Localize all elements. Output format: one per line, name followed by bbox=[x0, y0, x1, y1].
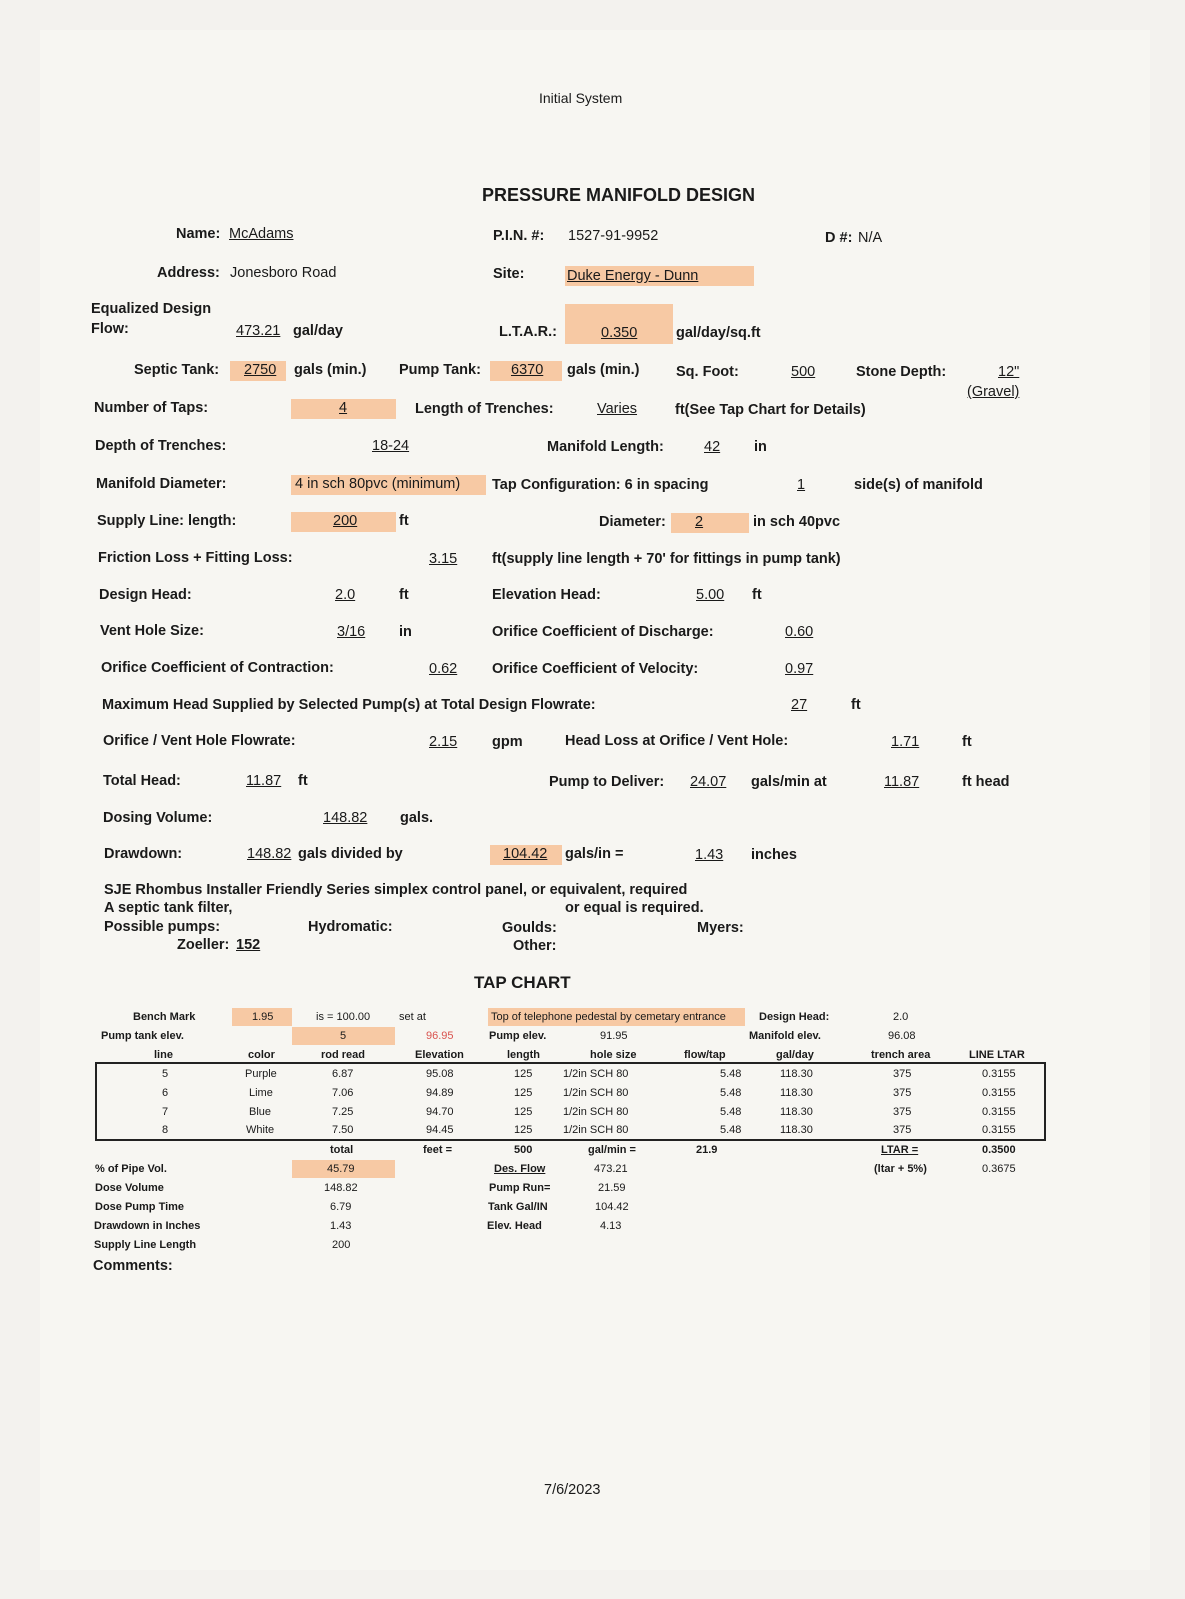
pumps-hydromatic: Hydromatic: bbox=[308, 919, 393, 935]
ltar-total-val: 0.3500 bbox=[982, 1144, 1016, 1156]
cell-rod-read: 7.06 bbox=[332, 1087, 354, 1099]
friction-value: 3.15 bbox=[429, 551, 458, 567]
flow-label-line2: Flow: bbox=[91, 321, 129, 337]
bench-val: 1.95 bbox=[252, 1011, 274, 1023]
trench-len-label: Length of Trenches: bbox=[415, 401, 554, 417]
pipe-vol-val: 45.79 bbox=[327, 1163, 355, 1175]
cell-hole-size: 1/2in SCH 80 bbox=[563, 1106, 629, 1118]
site-label: Site: bbox=[493, 266, 525, 282]
dose-pump-time-val: 6.79 bbox=[330, 1201, 352, 1213]
diameter-label: Diameter: bbox=[599, 514, 666, 530]
pumps-goulds: Goulds: bbox=[502, 920, 557, 936]
cell-gal-day: 118.30 bbox=[780, 1106, 813, 1118]
hdr-color: color bbox=[248, 1049, 275, 1061]
pump-run-label: Pump Run= bbox=[489, 1182, 551, 1194]
cell-hole-size: 1/2in SCH 80 bbox=[563, 1087, 629, 1099]
ltar-label: L.T.A.R.: bbox=[499, 324, 557, 340]
galmin-label: gal/min = bbox=[588, 1144, 636, 1156]
drawdown-value: 148.82 bbox=[247, 846, 292, 862]
d-value: N/A bbox=[858, 230, 883, 246]
cell-gal-day: 118.30 bbox=[780, 1087, 813, 1099]
hdr-line: line bbox=[154, 1049, 173, 1061]
cell-gal-day: 118.30 bbox=[780, 1124, 813, 1136]
cell-color: Purple bbox=[245, 1068, 277, 1080]
cell-flow-tap: 5.48 bbox=[720, 1124, 742, 1136]
max-head-value: 27 bbox=[791, 697, 808, 713]
pump-run-val: 21.59 bbox=[598, 1182, 626, 1194]
address-value: Jonesboro Road bbox=[230, 265, 337, 281]
stone-value2: (Gravel) bbox=[967, 384, 1020, 400]
drawdown-mid: gals divided by bbox=[298, 846, 403, 862]
hdr-gal-day: gal/day bbox=[776, 1049, 814, 1061]
cell-length: 125 bbox=[514, 1106, 533, 1118]
hdr-trench-area: trench area bbox=[871, 1049, 931, 1061]
tc-design-head-label: Design Head: bbox=[759, 1011, 830, 1023]
hdr-flow-tap: flow/tap bbox=[684, 1049, 726, 1061]
ltar5-val: 0.3675 bbox=[982, 1163, 1016, 1175]
cell-color: White bbox=[246, 1124, 275, 1136]
hdr-line-ltar: LINE LTAR bbox=[969, 1049, 1025, 1061]
discharge-label: Orifice Coefficient of Discharge: bbox=[492, 624, 714, 640]
septic-unit: gals (min.) bbox=[294, 362, 367, 378]
hdr-elevation: Elevation bbox=[415, 1049, 464, 1061]
deliver-value: 24.07 bbox=[690, 774, 727, 790]
dosing-label: Dosing Volume: bbox=[103, 810, 213, 826]
vent-value: 3/16 bbox=[337, 624, 366, 640]
cell-rod-read: 7.25 bbox=[332, 1106, 354, 1118]
pump-tank-elev-label: Pump tank elev. bbox=[101, 1030, 184, 1042]
discharge-value: 0.60 bbox=[785, 624, 814, 640]
panel-line2a: A septic tank filter, bbox=[104, 900, 233, 916]
pumps-other: Other: bbox=[513, 938, 557, 954]
pump-tank-label: Pump Tank: bbox=[399, 362, 481, 378]
cell-line-ltar: 0.3155 bbox=[982, 1087, 1016, 1099]
pump-tank-unit: gals (min.) bbox=[567, 362, 640, 378]
design-head-unit: ft bbox=[399, 587, 409, 603]
hdr-rod-read: rod read bbox=[321, 1049, 366, 1061]
cell-gal-day: 118.30 bbox=[780, 1068, 813, 1080]
pumps-label: Possible pumps: bbox=[104, 919, 221, 935]
name-value: McAdams bbox=[229, 226, 294, 242]
head-loss-label: Head Loss at Orifice / Vent Hole: bbox=[565, 733, 789, 749]
manifold-len-value: 42 bbox=[704, 439, 721, 455]
cell-flow-tap: 5.48 bbox=[720, 1106, 742, 1118]
document-page bbox=[40, 30, 1150, 1570]
elev-head2-label: Elev. Head bbox=[487, 1220, 542, 1232]
total-head-value: 11.87 bbox=[246, 773, 282, 789]
flow-label-line1: Equalized Design bbox=[91, 301, 212, 317]
max-head-label: Maximum Head Supplied by Selected Pump(s) at Total Design Flowrate: bbox=[102, 697, 596, 713]
drawdown-unit2: gals/in = bbox=[565, 846, 624, 862]
cell-rod-read: 6.87 bbox=[332, 1068, 354, 1080]
cell-line-ltar: 0.3155 bbox=[982, 1068, 1016, 1080]
tap-config-value: 1 bbox=[797, 477, 806, 493]
cell-elevation: 94.89 bbox=[426, 1087, 454, 1099]
pumps-zoeller-value: 152 bbox=[236, 937, 261, 953]
contraction-value: 0.62 bbox=[429, 661, 458, 677]
total-head-unit: ft bbox=[298, 773, 308, 789]
trench-depth-label: Depth of Trenches: bbox=[95, 438, 227, 454]
cell-trench-area: 375 bbox=[893, 1068, 912, 1080]
tank-gal-val: 104.42 bbox=[595, 1201, 629, 1213]
drawdown-label: Drawdown: bbox=[104, 846, 183, 862]
bench-set-at: set at bbox=[399, 1011, 426, 1023]
trench-depth-value: 18-24 bbox=[372, 438, 410, 454]
name-label: Name: bbox=[176, 226, 221, 242]
septic-value: 2750 bbox=[244, 362, 277, 378]
cell-length: 125 bbox=[514, 1068, 533, 1080]
cell-line: 7 bbox=[162, 1106, 169, 1118]
drawdown-inches-val: 1.43 bbox=[330, 1220, 352, 1232]
supply-value: 200 bbox=[333, 513, 358, 529]
design-head-label: Design Head: bbox=[99, 587, 192, 603]
flow-unit: gal/day bbox=[293, 323, 343, 339]
manifold-len-unit: in bbox=[754, 439, 767, 455]
manifold-dia-value: 4 in sch 80pvc (minimum) bbox=[295, 476, 461, 492]
bench-is-eq: is = 100.00 bbox=[316, 1011, 371, 1023]
cell-hole-size: 1/2in SCH 80 bbox=[563, 1068, 629, 1080]
tc-design-head-val: 2.0 bbox=[893, 1011, 909, 1023]
cell-trench-area: 375 bbox=[893, 1106, 912, 1118]
diameter-highlight bbox=[671, 513, 749, 533]
galmin-val: 21.9 bbox=[696, 1144, 718, 1156]
elev-head-label: Elevation Head: bbox=[492, 587, 601, 603]
pipe-vol-label: % of Pipe Vol. bbox=[95, 1163, 167, 1175]
tank-gal-label: Tank Gal/IN bbox=[488, 1201, 548, 1213]
cell-line: 5 bbox=[162, 1068, 169, 1080]
tap-config-label: Tap Configuration: 6 in spacing bbox=[492, 477, 709, 493]
elev-head-unit: ft bbox=[752, 587, 762, 603]
pump-tank-elev-val: 5 bbox=[340, 1030, 347, 1042]
bench-location: Top of telephone pedestal by cemetary entrance bbox=[491, 1011, 726, 1023]
panel-line2b: or equal is required. bbox=[565, 900, 704, 916]
supply-label: Supply Line: length: bbox=[97, 513, 237, 529]
friction-note: ft(supply line length + 70' for fittings in pump tank) bbox=[492, 551, 841, 567]
dose-volume-val: 148.82 bbox=[324, 1182, 358, 1194]
elev-head2-val: 4.13 bbox=[600, 1220, 622, 1232]
cell-color: Lime bbox=[249, 1087, 273, 1099]
elev-head-value: 5.00 bbox=[696, 587, 725, 603]
taps-value: 4 bbox=[339, 400, 348, 416]
stone-label: Stone Depth: bbox=[856, 364, 947, 380]
manifold-elev-label: Manifold elev. bbox=[749, 1030, 821, 1042]
manifold-elev-val: 96.08 bbox=[888, 1030, 916, 1042]
cell-line-ltar: 0.3155 bbox=[982, 1124, 1016, 1136]
dosing-value: 148.82 bbox=[323, 810, 368, 826]
hdr-hole-size: hole size bbox=[590, 1049, 637, 1061]
deliver-unit2: ft head bbox=[962, 774, 1010, 790]
cell-trench-area: 375 bbox=[893, 1124, 912, 1136]
stone-value: 12" bbox=[998, 364, 1020, 380]
friction-label: Friction Loss + Fitting Loss: bbox=[98, 550, 293, 566]
total-label: total bbox=[330, 1144, 354, 1156]
head-loss-value: 1.71 bbox=[891, 734, 920, 750]
drawdown-value2: 104.42 bbox=[503, 846, 548, 862]
ltar5-label: (ltar + 5%) bbox=[874, 1163, 927, 1175]
cell-trench-area: 375 bbox=[893, 1087, 912, 1099]
cell-flow-tap: 5.48 bbox=[720, 1068, 742, 1080]
cell-line: 6 bbox=[162, 1087, 169, 1099]
velocity-value: 0.97 bbox=[785, 661, 814, 677]
dose-pump-time-label: Dose Pump Time bbox=[95, 1201, 185, 1213]
cell-elevation: 95.08 bbox=[426, 1068, 454, 1080]
cell-color: Blue bbox=[249, 1106, 272, 1118]
date: 7/6/2023 bbox=[544, 1482, 601, 1498]
pumps-myers: Myers: bbox=[697, 920, 744, 936]
cell-rod-read: 7.50 bbox=[332, 1124, 354, 1136]
diameter-value: 2 bbox=[695, 514, 704, 530]
ltar-unit: gal/day/sq.ft bbox=[676, 325, 761, 341]
pump-elev-val: 91.95 bbox=[600, 1030, 628, 1042]
vent-unit: in bbox=[399, 624, 412, 640]
velocity-label: Orifice Coefficient of Velocity: bbox=[492, 661, 699, 677]
drawdown-value3: 1.43 bbox=[695, 847, 724, 863]
hdr-length: length bbox=[507, 1049, 540, 1061]
tap-config-unit: side(s) of manifold bbox=[854, 477, 983, 493]
pump-tank-elev-red: 96.95 bbox=[426, 1030, 454, 1042]
cell-length: 125 bbox=[514, 1124, 533, 1136]
total-head-label: Total Head: bbox=[103, 773, 181, 789]
comments-label: Comments: bbox=[93, 1258, 173, 1274]
ltar-total-label: LTAR = bbox=[881, 1144, 919, 1156]
deliver-value2: 11.87 bbox=[884, 774, 920, 790]
cell-hole-size: 1/2in SCH 80 bbox=[563, 1124, 629, 1136]
site-value: Duke Energy - Dunn bbox=[567, 268, 699, 284]
trench-len-note: ft(See Tap Chart for Details) bbox=[675, 402, 866, 418]
pin-value: 1527-91-9952 bbox=[568, 228, 659, 244]
contraction-label: Orifice Coefficient of Contraction: bbox=[101, 660, 334, 676]
orifice-flow-unit: gpm bbox=[492, 734, 523, 750]
pumps-zoeller-label: Zoeller: bbox=[177, 937, 230, 953]
orifice-flow-label: Orifice / Vent Hole Flowrate: bbox=[103, 733, 296, 749]
drawdown-unit3: inches bbox=[751, 847, 797, 863]
dose-volume-label: Dose Volume bbox=[95, 1182, 164, 1194]
supply-length-label: Supply Line Length bbox=[94, 1239, 197, 1251]
feet-label: feet = bbox=[423, 1144, 453, 1156]
des-flow-val: 473.21 bbox=[594, 1163, 628, 1175]
vent-label: Vent Hole Size: bbox=[100, 623, 204, 639]
cell-flow-tap: 5.48 bbox=[720, 1087, 742, 1099]
bench-mark-label: Bench Mark bbox=[133, 1011, 196, 1023]
pump-tank-value: 6370 bbox=[511, 362, 544, 378]
cell-elevation: 94.70 bbox=[426, 1106, 454, 1118]
des-flow-label: Des. Flow bbox=[494, 1163, 546, 1175]
pin-label: P.I.N. #: bbox=[493, 228, 545, 244]
d-label: D #: bbox=[825, 230, 853, 246]
panel-line1: SJE Rhombus Installer Friendly Series simplex control panel, or equivalent, required bbox=[104, 882, 688, 898]
diameter-unit: in sch 40pvc bbox=[753, 514, 841, 530]
ltar-value: 0.350 bbox=[601, 325, 638, 341]
address-label: Address: bbox=[157, 265, 220, 281]
page-header: Initial System bbox=[539, 90, 623, 106]
manifold-len-label: Manifold Length: bbox=[547, 439, 664, 455]
design-head-value: 2.0 bbox=[335, 587, 356, 603]
max-head-unit: ft bbox=[851, 697, 861, 713]
cell-line: 8 bbox=[162, 1124, 169, 1136]
tap-chart-title: TAP CHART bbox=[474, 973, 571, 992]
pump-elev-label: Pump elev. bbox=[489, 1030, 547, 1042]
septic-label: Septic Tank: bbox=[134, 362, 220, 378]
orifice-flow-value: 2.15 bbox=[429, 734, 458, 750]
trench-len-value: Varies bbox=[597, 401, 638, 417]
deliver-label: Pump to Deliver: bbox=[549, 774, 665, 790]
head-loss-unit: ft bbox=[962, 734, 972, 750]
manifold-dia-label: Manifold Diameter: bbox=[96, 476, 227, 492]
supply-unit: ft bbox=[399, 513, 409, 529]
form-title: PRESSURE MANIFOLD DESIGN bbox=[482, 185, 756, 205]
supply-length-val: 200 bbox=[332, 1239, 351, 1251]
taps-label: Number of Taps: bbox=[94, 400, 209, 416]
deliver-unit: gals/min at bbox=[751, 774, 827, 790]
total-length: 500 bbox=[514, 1144, 533, 1156]
sqfoot-label: Sq. Foot: bbox=[676, 364, 739, 380]
cell-length: 125 bbox=[514, 1087, 533, 1099]
drawdown-inches-label: Drawdown in Inches bbox=[94, 1220, 201, 1232]
cell-elevation: 94.45 bbox=[426, 1124, 454, 1136]
dosing-unit: gals. bbox=[400, 810, 434, 826]
flow-value: 473.21 bbox=[236, 323, 281, 339]
sqfoot-value: 500 bbox=[791, 364, 816, 380]
cell-line-ltar: 0.3155 bbox=[982, 1106, 1016, 1118]
